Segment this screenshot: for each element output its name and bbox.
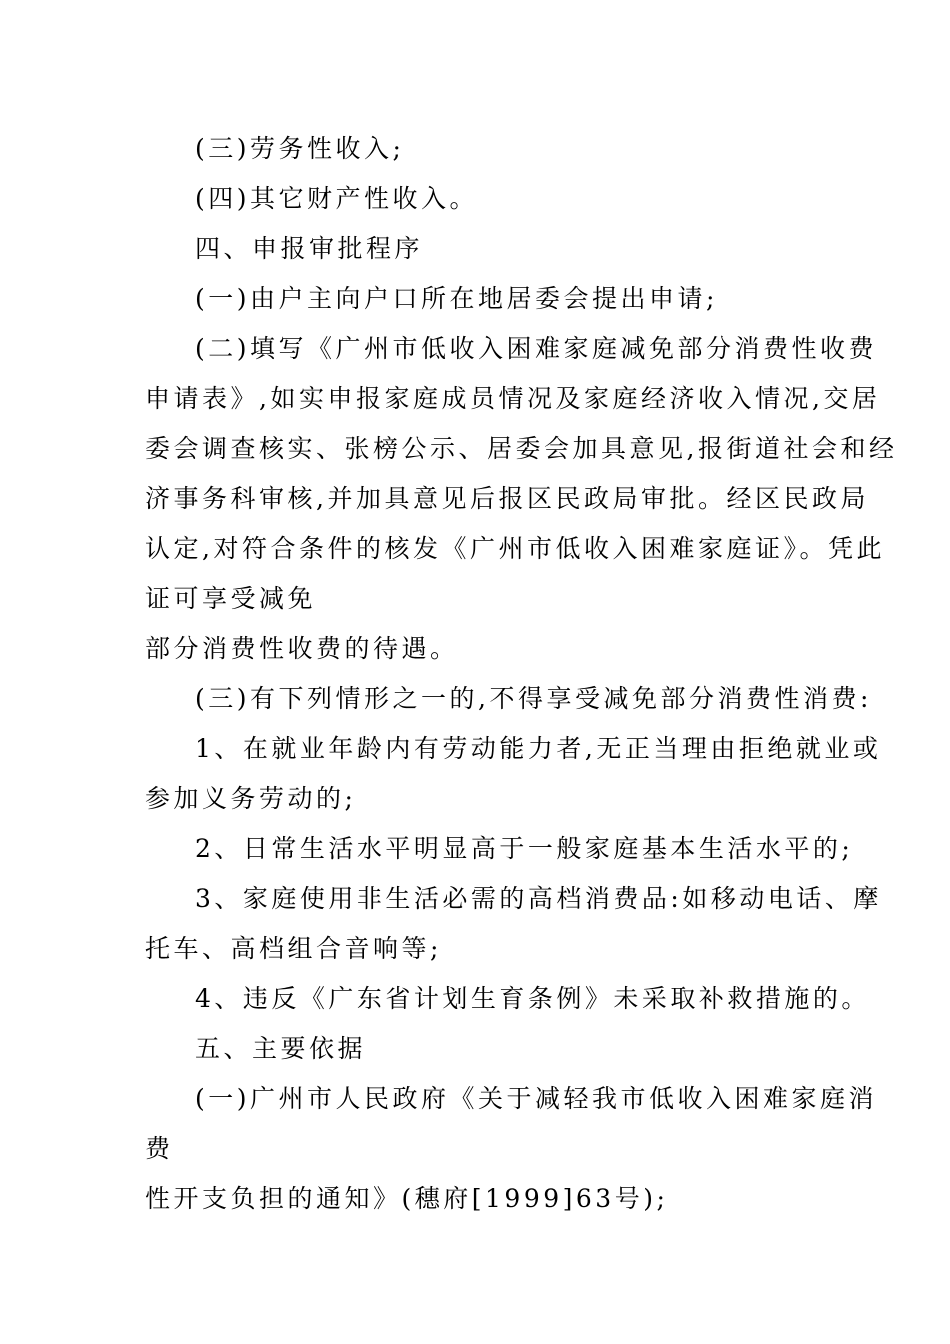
exclusion-item-1-line-2: 参加义务劳动的; <box>145 784 357 813</box>
legal-basis-item-1-line-1: (一)广州市人民政府《关于减轻我市低收入困难家庭消 <box>195 1084 878 1113</box>
procedure-step-2-line-3: 委会调查核实、张榜公示、居委会加具意见,报街道社会和经 <box>145 434 898 463</box>
exclusion-item-3-line-2: 托车、高档组合音响等; <box>145 934 442 963</box>
exclusion-item-4: 4、违反《广东省计划生育条例》未采取补救措施的。 <box>195 984 870 1013</box>
exclusion-item-2: 2、日常生活水平明显高于一般家庭基本生活水平的; <box>195 834 854 863</box>
legal-basis-item-1-line-2: 费 <box>145 1134 174 1163</box>
procedure-step-2-line-4: 济事务科审核,并加具意见后报区民政局审批。经区民政局 <box>145 484 869 513</box>
procedure-step-1: (一)由户主向户口所在地居委会提出申请; <box>195 284 718 313</box>
procedure-step-3: (三)有下列情形之一的,不得享受减免部分消费性消费: <box>195 684 872 713</box>
list-item-labor-income: (三)劳务性收入; <box>195 134 405 163</box>
legal-basis-item-1-line-3: 性开支负担的通知》(穗府[1999]63号); <box>145 1184 669 1213</box>
procedure-step-2-line-2: 申请表》,如实申报家庭成员情况及家庭经济收入情况,交居 <box>145 384 881 413</box>
section-heading-legal-basis: 五、主要依据 <box>195 1034 367 1063</box>
procedure-step-2-line-1: (二)填写《广州市低收入困难家庭减免部分消费性收费 <box>195 334 878 363</box>
list-item-other-property-income: (四)其它财产性收入。 <box>195 184 479 213</box>
exclusion-item-3-line-1: 3、家庭使用非生活必需的高档消费品:如移动电话、摩 <box>195 884 882 913</box>
section-heading-procedure: 四、申报审批程序 <box>195 234 424 263</box>
exclusion-item-1-line-1: 1、在就业年龄内有劳动能力者,无正当理由拒绝就业或 <box>195 734 882 763</box>
procedure-step-2-line-7: 部分消费性收费的待遇。 <box>145 634 459 663</box>
procedure-step-2-line-6: 证可享受减免 <box>145 584 317 613</box>
procedure-step-2-line-5: 认定,对符合条件的核发《广州市低收入困难家庭证》。凭此 <box>145 534 885 563</box>
